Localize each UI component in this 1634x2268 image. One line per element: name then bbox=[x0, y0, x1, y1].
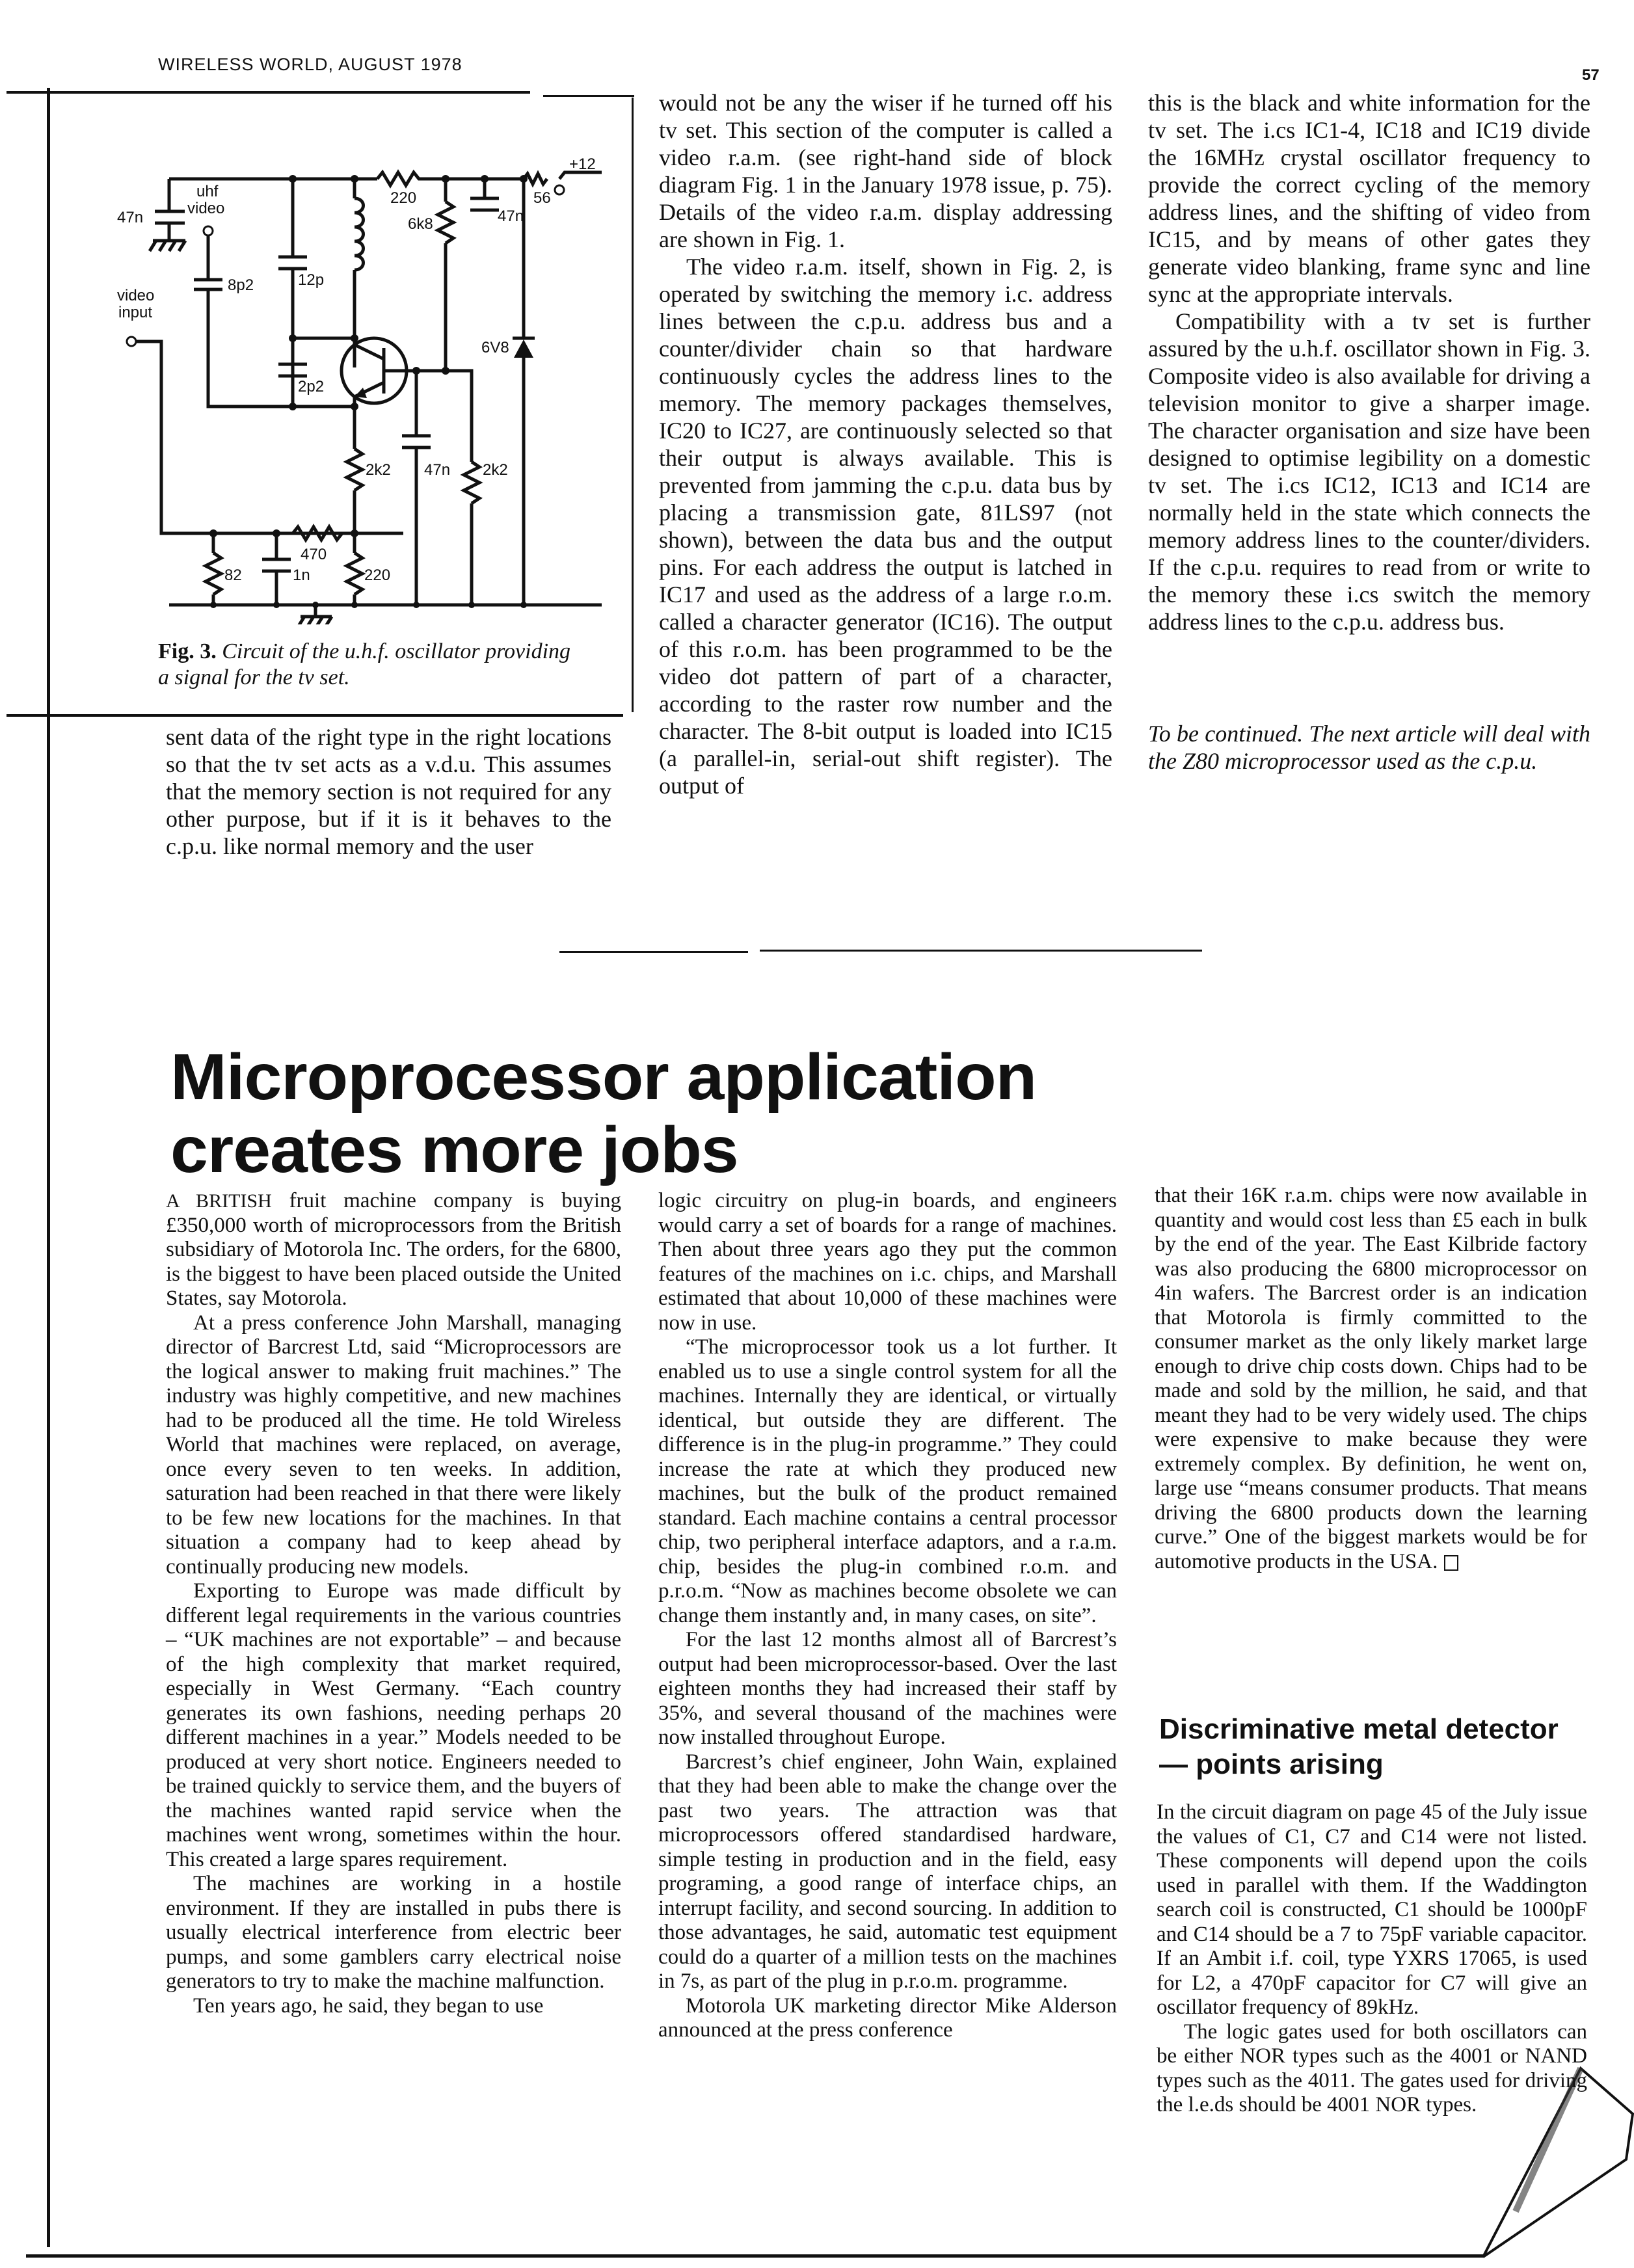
label-12p: 12p bbox=[298, 271, 325, 289]
article-headline bbox=[170, 1041, 1036, 1186]
label-56: 56 bbox=[533, 189, 551, 207]
label-220-top: 220 bbox=[390, 189, 417, 207]
supply-terminal bbox=[555, 185, 564, 194]
side-article-body bbox=[1157, 1800, 1587, 2118]
paragraph: Ten years ago, he said, they began to use bbox=[193, 1994, 544, 2018]
figure-box-bottom-rule bbox=[7, 714, 623, 717]
label-supply: +12 bbox=[569, 155, 596, 173]
article-column-1 bbox=[166, 1189, 621, 2018]
article-column-3 bbox=[1155, 1184, 1587, 1574]
label-6k8: 6k8 bbox=[408, 215, 433, 233]
label-47n-right: 47n bbox=[498, 207, 524, 225]
paragraph: would not be any the wiser if he turned off his tv set. This section of the computer is called a video r.a.m. (see right-hand side of block diagram Fig. 1 in the January 1978 issue, p. 75). Details of the video r.a.m. display addressing are shown in Fig. 1. bbox=[659, 90, 1112, 252]
zener-diode bbox=[514, 340, 533, 358]
inductor-coil bbox=[355, 198, 364, 270]
label-82: 82 bbox=[224, 567, 242, 584]
continuation-column-3 bbox=[1148, 89, 1590, 775]
end-of-article-mark bbox=[1444, 1555, 1458, 1571]
resistor-220-bottom bbox=[347, 553, 362, 594]
running-head: WIRELESS WORLD, AUGUST 1978 bbox=[158, 55, 462, 74]
figure-caption-text: Circuit of the u.h.f. oscillator providing a signal for the tv set. bbox=[158, 639, 571, 689]
figure-label: Fig. 3. bbox=[158, 639, 217, 663]
headline-line-2: creates more jobs bbox=[170, 1114, 738, 1186]
label-2k2-left: 2k2 bbox=[366, 461, 391, 479]
paragraph-text: that their 16K r.a.m. chips were now available in quantity and would cost less than £5 each in bulk by the end of the year. The East Kilbride factory was also producing the 6800 microprocessor on 4in wafers. The Barcrest order is an indication that Motorola is firmly committed to the consumer market as the only likely market large enough to drive chip costs down. Chips had to be made and sold by the million, he said, and that meant they had to be very widely used. The chips were expensive to make because they were extremely complex. By definition, he went on, large use “means consumer products. That means driving the 6800 products down the learning curve.” One of the biggest markets would be for automotive products in the USA. bbox=[1155, 1184, 1587, 1573]
resistor-2k2-left bbox=[347, 449, 362, 490]
paragraph: The machines are working in a hostile environment. If they are installed in pubs there is usually electrical interference from electric beer pumps, and some gamblers carry electrical noise generators to try to make the machine malfunction. bbox=[166, 1872, 621, 1993]
resistor-470 bbox=[293, 527, 342, 540]
header-rule-right bbox=[543, 95, 634, 97]
label-2p2: 2p2 bbox=[298, 378, 325, 395]
paragraph: Exporting to Europe was made difficult by different legal requirements in the various countries – “UK machines are not exportable” – and because of the high complexity that market required, especially in West Germany. “Each country generates its own fashions, needing perhaps 20 different machines in a year.” Models needed to be produced at very short notice. Engineers needed to be trained quickly to service them, and the buyers of the machines wanted rapid service when the machines went wrong, sometimes within the hour. This created a large spares requirement. bbox=[166, 1579, 621, 1871]
uhf-terminal bbox=[204, 226, 213, 235]
paragraph: The logic gates used for both oscillators can be either NOR types such as the 4001 or NAND types such as the 4011. The gates used for driving the l.e.ds should be 4001 NOR types. bbox=[1157, 2020, 1587, 2116]
video-input-terminal bbox=[127, 337, 136, 346]
paragraph: In the circuit diagram on page 45 of the July issue the values of C1, C7 and C14 were not listed. These components will depend upon the coils used in parallel with them. If the Waddington search coil is constructed, C1 should be 1000pF and C14 should be a 7 to 75pF variable capacitor. If an Ambit i.f. coil, type YXRS 17065, is used for L2, a 470pF capacitor for C7 will give an oscillator frequency of 89kHz. bbox=[1157, 1800, 1587, 2019]
capacitor-8p2 bbox=[194, 280, 222, 289]
continuation-column-2 bbox=[659, 89, 1112, 799]
label-6v8: 6V8 bbox=[481, 339, 509, 356]
label-220-bottom: 220 bbox=[364, 567, 391, 584]
label-input: input bbox=[118, 304, 153, 321]
capacitor-12p bbox=[278, 257, 307, 269]
section-divider-right bbox=[760, 950, 1202, 952]
capacitor-47n-mid bbox=[402, 436, 431, 447]
label-47n-top: 47n bbox=[117, 209, 144, 226]
paragraph: Motorola UK marketing director Mike Alderson announced at the press conference bbox=[658, 1994, 1117, 2042]
page-bottom-rule bbox=[26, 2254, 1483, 2258]
paragraph: sent data of the right type in the right locations so that the tv set acts as a v.d.u. This assumes that the memory section is not required for any other purpose, but if it is it behaves to the c.p.u. like normal memory and the user bbox=[166, 724, 611, 859]
paragraph: Compatibility with a tv set is further assured by the u.h.f. oscillator shown in Fig. 3. Composite video is also available for driving a television monitor to give a sharper image. The character organisation and size have been designed to optimise legibility on a domestic tv set. The i.cs IC12, IC13 and IC14 are normally held in the state which connects the memory address lines to the counter/dividers. If the c.p.u. requires to read from or write to the memory these i.cs switch the memory address lines to the c.p.u. address bus. bbox=[1148, 308, 1590, 635]
article-column-2 bbox=[658, 1189, 1117, 2043]
label-uhf: uhf bbox=[196, 183, 219, 200]
paragraph: “The microprocessor took us a lot further. It enabled us to use a single control system for all the machines. Internally they are identical, or virtually identical, but outside they are different. The difference is in the plug-in programme.” They could increase the rate at which they produced new machines, but the bulk of the product remained standard. Each machine contains a central processor chip, two peripheral interface adaptors, and a r.a.m. chip, besides the plug-in combined r.o.m. and p.r.o.m. “Now as machines become obsolete we can change them instantly and, in many cases, on site”. bbox=[658, 1335, 1117, 1627]
resistor-220-top bbox=[377, 172, 446, 185]
to-be-continued-note: To be continued. The next article will deal with the Z80 microprocessor used as the c.p.u. bbox=[1148, 721, 1590, 774]
circuit-diagram bbox=[117, 150, 637, 624]
continuation-column-1 bbox=[166, 723, 611, 860]
paragraph: this is the black and white information for the tv set. The i.cs IC1-4, IC18 and IC19 divide the 16MHz crystal oscillator frequency to provide the correct cycling of the memory address lines, and the shifting of video from IC15, and by means of other gates they generate video blanking, frame sync and line sync at the appropriate intervals. bbox=[1148, 90, 1590, 307]
label-2k2-right: 2k2 bbox=[483, 461, 508, 479]
capacitor-1n bbox=[262, 559, 291, 571]
label-470: 470 bbox=[301, 546, 327, 563]
lead-text: fruit machine company is buying £350,000 worth of microprocessors from the British subsidiary of Motorola Inc. The orders, for the 6800, is the biggest to have been placed outside the United States, say Motorola. bbox=[166, 1189, 622, 1310]
resistor-2k2-right bbox=[464, 462, 479, 503]
label-1n: 1n bbox=[293, 567, 310, 584]
header-rule bbox=[7, 91, 530, 94]
resistor-6k8 bbox=[438, 202, 453, 243]
label-8p2: 8p2 bbox=[228, 276, 254, 294]
headline-line-1: Microprocessor application bbox=[170, 1041, 1037, 1114]
label-47n-mid: 47n bbox=[424, 461, 451, 479]
figure-caption bbox=[158, 639, 574, 691]
capacitor-47n-top bbox=[155, 211, 185, 223]
supply-wire bbox=[559, 172, 602, 179]
section-divider-left bbox=[559, 951, 748, 953]
page-left-rule bbox=[47, 88, 50, 2247]
paragraph: For the last 12 months almost all of Barcrest’s output had been microprocessor-based. Over the last eighteen months they had increased their staff by 35%, and several thousand of the machines were now installed throughout Europe. bbox=[658, 1628, 1117, 1749]
paragraph bbox=[1155, 1184, 1587, 1574]
capacitor-47n-right bbox=[470, 198, 499, 210]
ground-symbol-bottom bbox=[298, 617, 332, 624]
resistor-82 bbox=[206, 553, 221, 594]
paragraph: Barcrest’s chief engineer, John Wain, explained that they had been able to make the change over the past two years. The attraction was that microprocessors offered standardised hardware, simple testing in production and in the field, easy programing, a good range of interface chips, an interrupt facility, and second sourcing. In addition to those advantages, he said, automatic test equipment could do a quarter of a million tests on the machines in 7s, as part of the plug in p.r.o.m. programme. bbox=[658, 1750, 1117, 1993]
paragraph: logic circuitry on plug-in boards, and engineers would carry a set of boards for a range of machines. Then about three years ago they put the common features of the machines on i.c. chips, and Marshall estimated that about 10,000 of these machines were now in use. bbox=[658, 1189, 1117, 1335]
label-uhf-video: video bbox=[187, 200, 225, 217]
lead-paragraph bbox=[166, 1189, 621, 1311]
paragraph: The video r.a.m. itself, shown in Fig. 2, is operated by switching the memory i.c. address lines between the c.p.u. address bus and a counter/divider chain so that hardware continuously cycles the address lines to the memory. The memory packages themselves, IC20 to IC27, are continuously selected so that their output is always available. This is prevented from jamming the c.p.u. data bus by placing a transmission gate, 81LS97 (not shown), between the data bus and the output pins. For each address the output is latched in IC17 and used as the address of a large r.o.m. called a character generator (IC16). The output of this r.o.m. has been programmed to be the video dot pattern of part of a character, according to the raster row number and the character. The 8-bit output is loaded into IC15 (a parallel-in, serial-out shift register). The output of bbox=[659, 254, 1112, 799]
side-article-headline: Discriminative metal detector — points arising bbox=[1159, 1713, 1559, 1780]
label-video: video bbox=[117, 287, 155, 304]
page-number: 57 bbox=[1582, 66, 1600, 84]
lead-smallcaps: A BRITISH bbox=[166, 1190, 272, 1212]
paragraph: At a press conference John Marshall, managing director of Barcrest Ltd, said “Microprocessors are the logical answer to making fruit machines.” The industry was highly competitive, and new machines had to be produced all the time. He told Wireless World that machines were replaced, on average, once every seven to ten weeks. In addition, saturation had been reached in that there were likely to be few new locations for the machines. In that situation a company had to keep ahead by continually producing new models. bbox=[166, 1311, 621, 1579]
ground-symbol-top bbox=[150, 241, 185, 251]
